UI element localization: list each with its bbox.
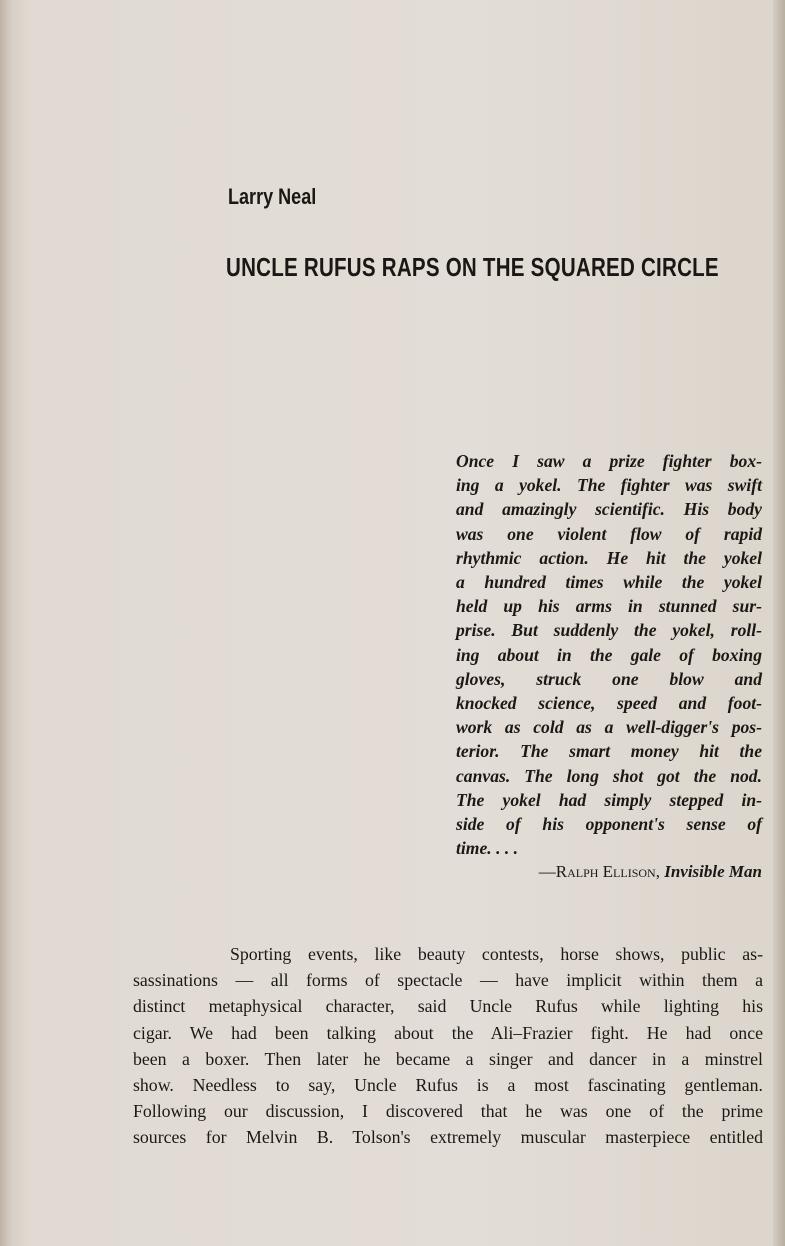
epigraph-line: ing a yokel. The fighter was swift: [456, 475, 762, 496]
epigraph-line: Once I saw a prize fighter box-: [456, 451, 762, 471]
epigraph-line: ing about in the gale of boxing: [456, 644, 762, 665]
epigraph: [456, 449, 762, 860]
body-line: Following our discussion, I discovered that he was one of the prime: [133, 1101, 763, 1122]
epigraph-line: prise. But suddenly the yokel, roll-: [456, 620, 762, 641]
page-edge: [773, 0, 785, 1246]
epigraph-line: rhythmic action. He hit the yokel: [456, 547, 762, 568]
epigraph-line: side of his opponent's sense of: [456, 814, 762, 835]
body-text: [133, 941, 763, 1151]
body-line: distinct metaphysical character, said Uncle Rufus while lighting his: [133, 996, 763, 1017]
author-name: Larry Neal: [228, 184, 317, 209]
body-line: sassinations — all forms of spectacle — have implicit within them a: [133, 970, 763, 991]
epigraph-line: gloves, struck one blow and: [456, 668, 762, 689]
epigraph-attribution: [460, 862, 762, 882]
body-line: Sporting events, like beauty contests, horse shows, public as-: [230, 944, 763, 964]
epigraph-line: and amazingly scientific. His body: [456, 499, 762, 520]
epigraph-line: time. . . .: [456, 838, 519, 859]
article-title: UNCLE RUFUS RAPS ON THE SQUARED CIRCLE: [226, 252, 719, 282]
attribution-author: Ralph Ellison: [555, 862, 656, 881]
epigraph-line: The yokel had simply stepped in-: [456, 789, 762, 810]
attribution-separator: ,: [655, 862, 665, 881]
body-line: sources for Melvin B. Tolson's extremely muscular masterpiece entitled: [133, 1127, 763, 1148]
attribution-book: Invisible Man: [664, 862, 762, 881]
page-gutter-shadow: [0, 0, 10, 1246]
epigraph-line: a hundred times while the yokel: [456, 572, 762, 593]
epigraph-line: terior. The smart money hit the: [456, 741, 762, 762]
epigraph-line: work as cold as a well-digger's pos-: [456, 717, 762, 738]
body-line: been a boxer. Then later he became a singer and dancer in a minstrel: [133, 1048, 763, 1069]
epigraph-line: held up his arms in stunned sur-: [456, 596, 762, 617]
body-line: cigar. We had been talking about the Ali–Frazier fight. He had once: [133, 1022, 763, 1043]
epigraph-line: canvas. The long shot got the nod.: [456, 765, 762, 786]
body-line: show. Needless to say, Uncle Rufus is a most fascinating gentleman.: [133, 1075, 763, 1096]
attribution-dash: —: [538, 862, 556, 881]
epigraph-line: was one violent flow of rapid: [456, 523, 762, 544]
epigraph-line: knocked science, speed and foot-: [456, 693, 762, 714]
